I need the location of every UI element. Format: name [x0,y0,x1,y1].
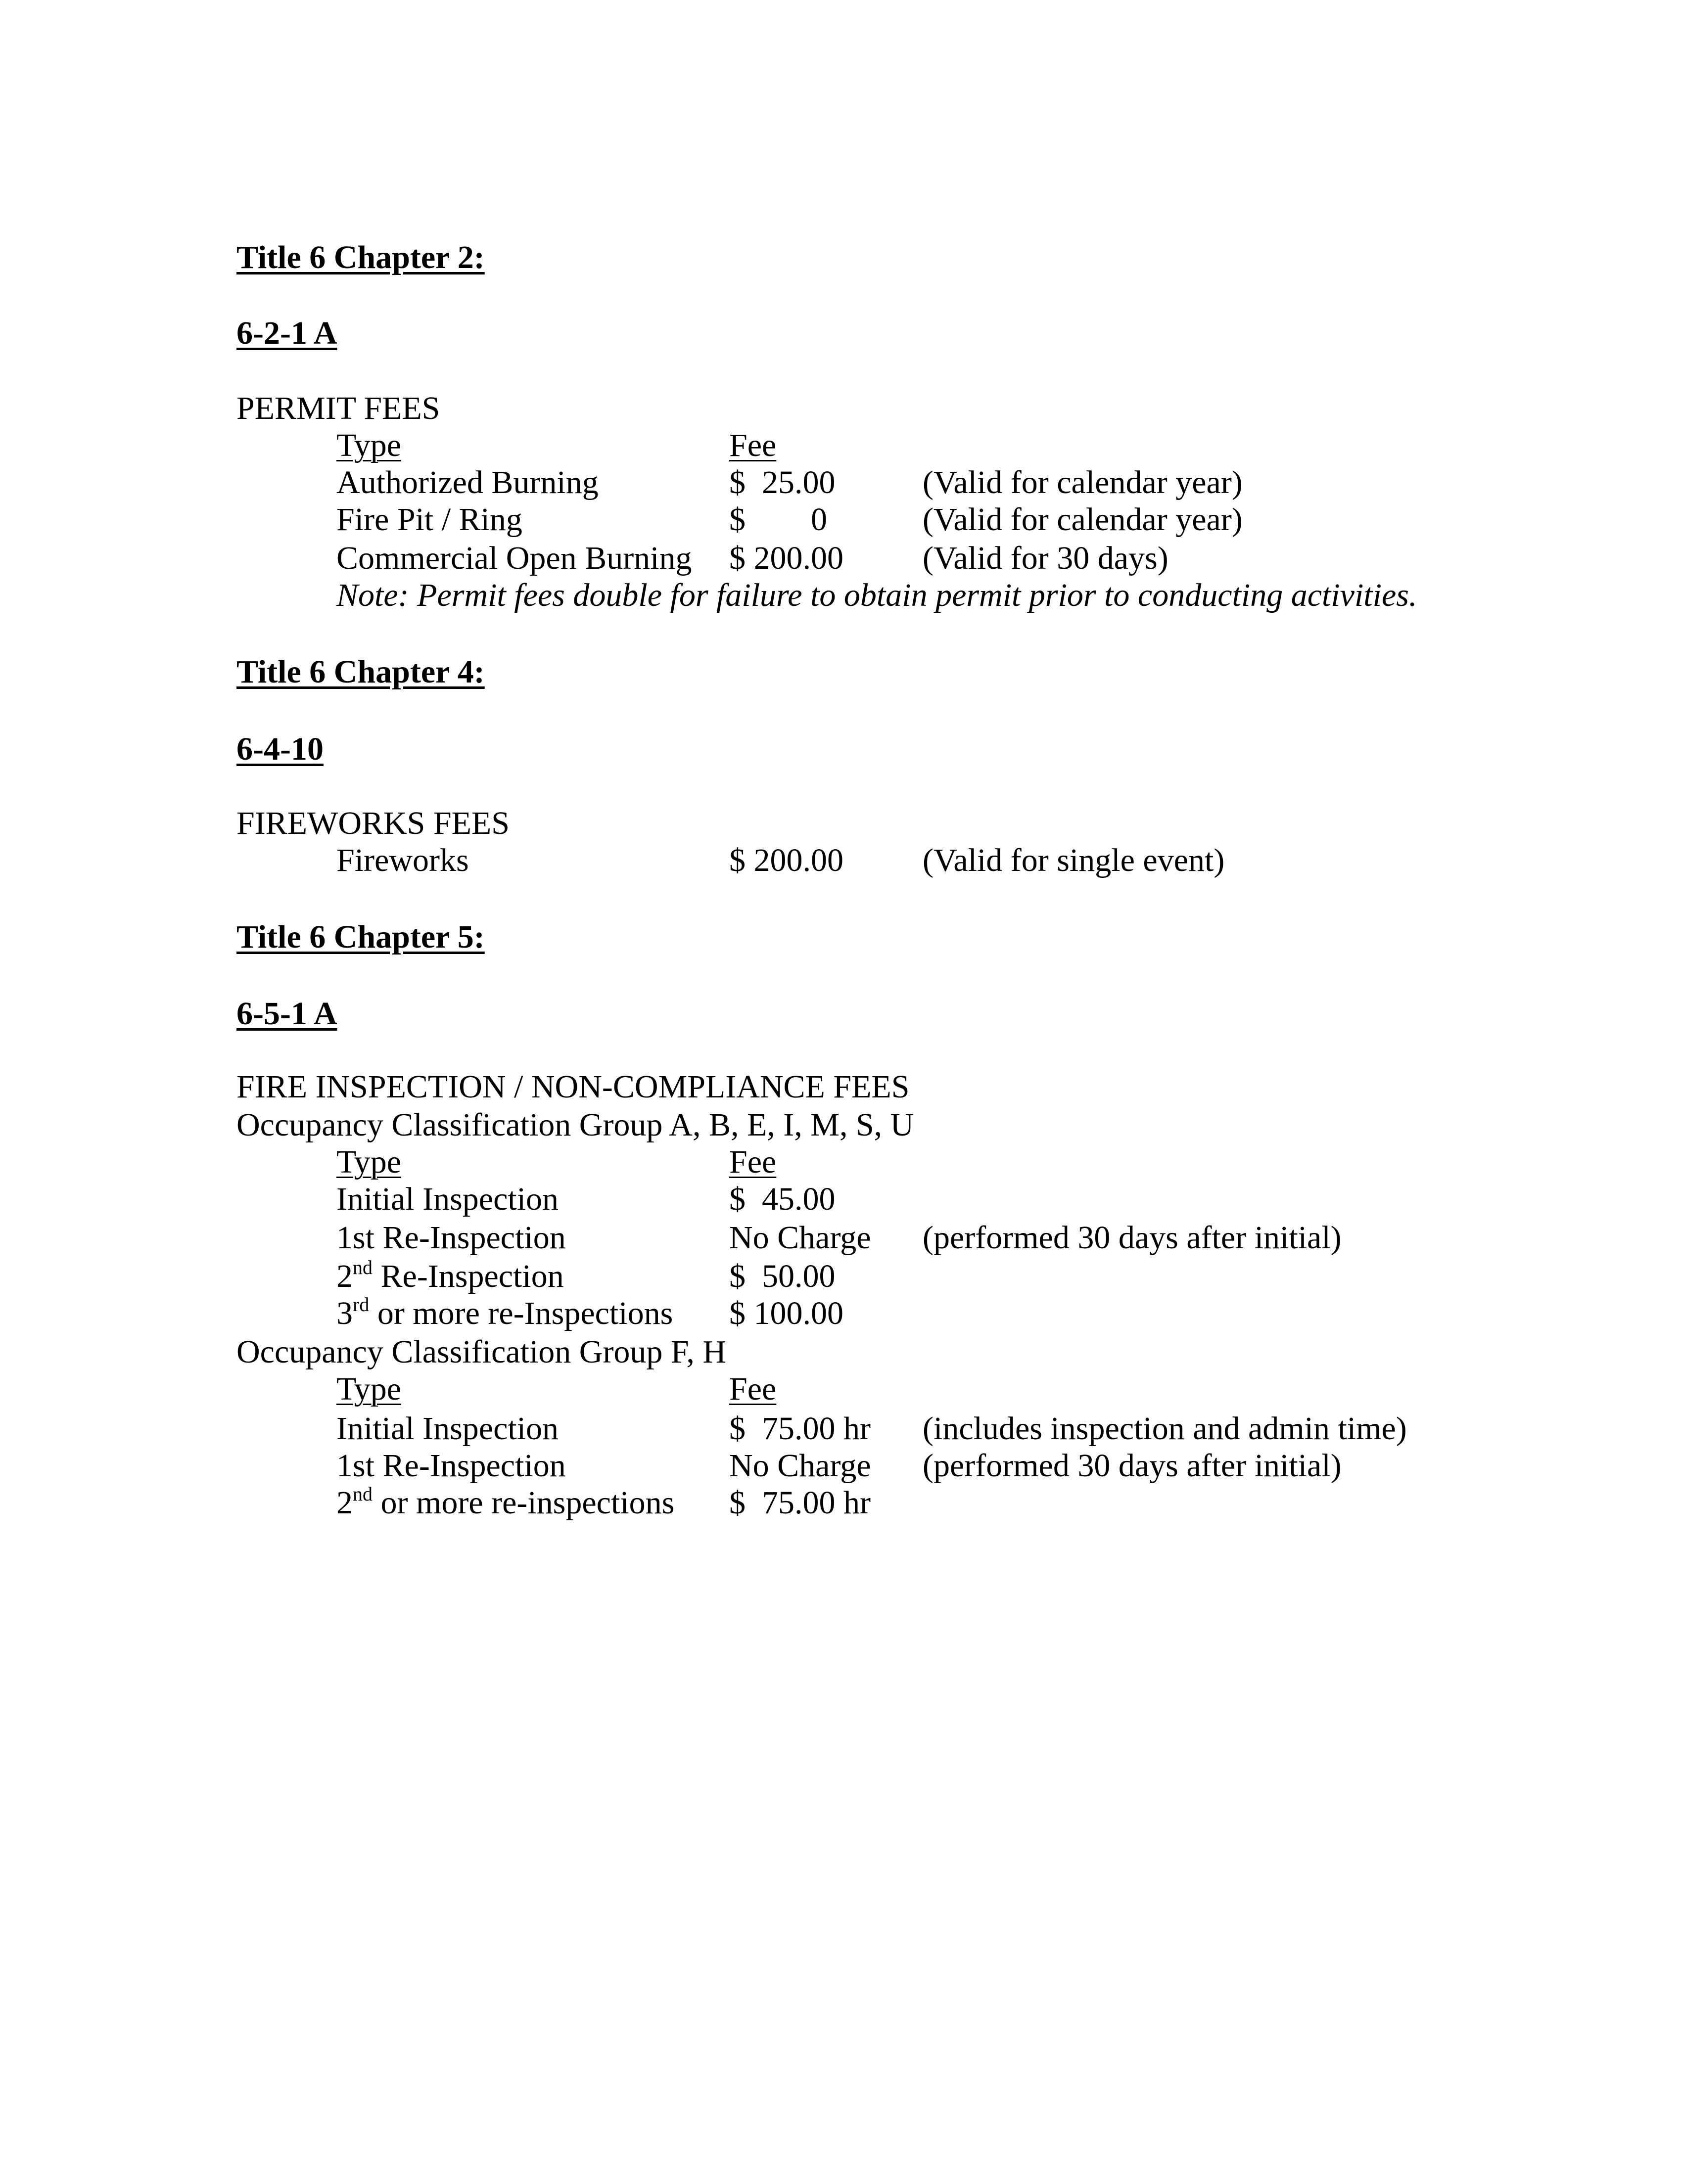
fee-type [336,1295,673,1332]
column-header-type: Type [336,1371,402,1407]
occupancy-group-text: Occupancy Classification Group A, B, E, I, M, S, U [236,1107,914,1143]
fee-type-text: Commercial Open Burning [336,540,692,576]
fee-type [336,1258,564,1295]
ordinal-number: 3 [336,1295,353,1331]
fee-note: (Valid for calendar year) [923,464,1243,500]
fee-type [336,1447,566,1485]
fee-type-text: Initial Inspection [336,1181,559,1217]
fee-amount: $ 200.00 [729,842,843,878]
ordinal-number: 2 [336,1258,353,1294]
fee-type-text: 1st Re-Inspection [336,1220,566,1256]
fee-heading-text: FIRE INSPECTION / NON-COMPLIANCE FEES [236,1069,910,1105]
fee-amount: $ 25.00 [729,464,836,500]
fee-amount: $ 50.00 [729,1258,836,1294]
fee-note: (Valid for 30 days) [923,540,1168,576]
section-code-text: 6-2-1 A [236,315,337,351]
ordinal-number: 2 [336,1485,353,1521]
chapter-title-text: Title 6 Chapter 2: [236,239,485,275]
fee-amount: $ 45.00 [729,1181,836,1217]
fee-note: (Valid for single event) [923,842,1225,878]
fee-amount: $ 200.00 [729,540,843,576]
ordinal-suffix: nd [353,1483,373,1505]
fee-note: (Valid for calendar year) [923,501,1243,538]
column-header-fee: Fee [729,1144,777,1180]
footnote-text: Note: Permit fees double for failure to obtain permit prior to conducting activities. [336,577,1417,613]
fee-type [336,842,469,879]
fee-type-text: 1st Re-Inspection [336,1448,566,1484]
fee-amount: No Charge [729,1220,871,1256]
fee-type [336,501,522,539]
column-header-type: Type [336,427,402,463]
column-header-fee: Fee [729,427,777,463]
fee-type [336,1410,559,1448]
fee-note: (performed 30 days after initial) [923,1220,1342,1256]
ordinal-suffix: nd [353,1256,373,1278]
fee-heading-text: PERMIT FEES [236,390,440,426]
fee-type-text: Authorized Burning [336,464,599,500]
section-code-text: 6-5-1 A [236,996,337,1032]
chapter-title-text: Title 6 Chapter 5: [236,919,485,955]
fee-amount: $ 75.00 hr [729,1485,871,1521]
chapter-title-text: Title 6 Chapter 4: [236,654,485,690]
fee-type [336,540,692,577]
fee-type [336,464,599,501]
ordinal-suffix: rd [353,1293,370,1316]
fee-type [336,1484,674,1522]
fee-type-text: Fireworks [336,842,469,878]
fee-type-text: or more re-inspections [373,1485,675,1521]
fee-type-text: Initial Inspection [336,1410,559,1447]
fee-note: (performed 30 days after initial) [923,1448,1342,1484]
fee-amount: $ 0 [729,501,827,538]
section-code-text: 6-4-10 [236,731,324,767]
fee-amount: $ 75.00 hr [729,1410,871,1447]
fee-type-text: Fire Pit / Ring [336,501,522,538]
column-header-fee: Fee [729,1371,777,1407]
fee-type [336,1219,566,1257]
fee-heading-text: FIREWORKS FEES [236,805,510,841]
fee-type-text: Re-Inspection [373,1258,564,1294]
fee-type-text: or more re-Inspections [369,1295,673,1331]
fee-note: (includes inspection and admin time) [923,1410,1407,1447]
fee-amount: No Charge [729,1448,871,1484]
occupancy-group-text: Occupancy Classification Group F, H [236,1334,726,1370]
column-header-type: Type [336,1144,402,1180]
fee-type [336,1181,559,1218]
fee-amount: $ 100.00 [729,1295,843,1331]
